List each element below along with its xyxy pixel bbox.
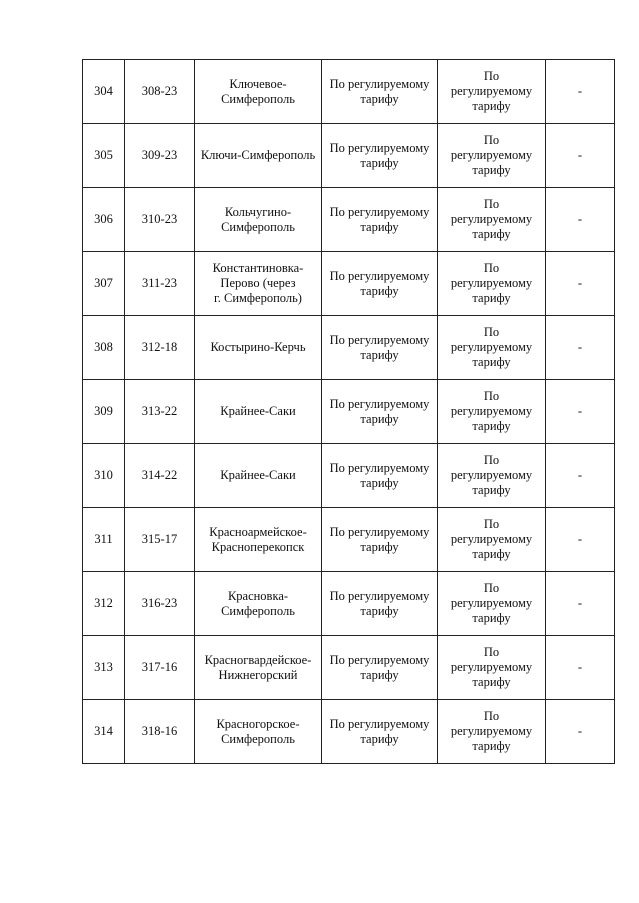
table-row: [83, 700, 615, 764]
row-number: 305: [83, 124, 125, 188]
route-name: Красновка- Симферополь: [195, 572, 322, 636]
tariff-cell-b: По регулируемому тарифу: [438, 316, 546, 380]
route-code: 315-17: [125, 508, 195, 572]
tariff-cell-a: По регулируемому тарифу: [322, 188, 438, 252]
route-code: 313-22: [125, 380, 195, 444]
row-number: 313: [83, 636, 125, 700]
row-number: 304: [83, 60, 125, 124]
tariff-cell-a: По регулируемому тарифу: [322, 316, 438, 380]
tariff-cell-a: По регулируемому тарифу: [322, 444, 438, 508]
route-name: Крайнее-Саки: [195, 444, 322, 508]
row-number: 314: [83, 700, 125, 764]
extra-cell: -: [546, 252, 615, 316]
table-row: [83, 188, 615, 252]
tariff-cell-b: По регулируемому тарифу: [438, 380, 546, 444]
route-name: Ключевое- Симферополь: [195, 60, 322, 124]
tariff-cell-b: По регулируемому тарифу: [438, 124, 546, 188]
tariff-cell-b: По регулируемому тарифу: [438, 252, 546, 316]
route-name: Кольчугино- Симферополь: [195, 188, 322, 252]
route-name: Красноармейское- Красноперекопск: [195, 508, 322, 572]
extra-cell: -: [546, 444, 615, 508]
route-code: 312-18: [125, 316, 195, 380]
row-number: 308: [83, 316, 125, 380]
route-code: 316-23: [125, 572, 195, 636]
tariff-cell-b: По регулируемому тарифу: [438, 572, 546, 636]
extra-cell: -: [546, 508, 615, 572]
tariff-cell-a: По регулируемому тарифу: [322, 572, 438, 636]
tariff-cell-b: По регулируемому тарифу: [438, 636, 546, 700]
row-number: 311: [83, 508, 125, 572]
route-code: 310-23: [125, 188, 195, 252]
table-row: [83, 380, 615, 444]
row-number: 309: [83, 380, 125, 444]
route-code: 317-16: [125, 636, 195, 700]
table-row: [83, 60, 615, 124]
tariff-cell-a: По регулируемому тарифу: [322, 636, 438, 700]
tariff-cell-b: По регулируемому тарифу: [438, 508, 546, 572]
table-row: [83, 124, 615, 188]
extra-cell: -: [546, 380, 615, 444]
extra-cell: -: [546, 636, 615, 700]
route-name: Красногорское- Симферополь: [195, 700, 322, 764]
route-code: 309-23: [125, 124, 195, 188]
row-number: 310: [83, 444, 125, 508]
extra-cell: -: [546, 316, 615, 380]
row-number: 307: [83, 252, 125, 316]
extra-cell: -: [546, 700, 615, 764]
tariff-cell-b: По регулируемому тарифу: [438, 444, 546, 508]
routes-table: [82, 59, 615, 764]
table-row: [83, 444, 615, 508]
extra-cell: -: [546, 60, 615, 124]
extra-cell: -: [546, 124, 615, 188]
table-row: [83, 508, 615, 572]
table-row: [83, 636, 615, 700]
route-code: 311-23: [125, 252, 195, 316]
tariff-cell-b: По регулируемому тарифу: [438, 700, 546, 764]
route-name: Крайнее-Саки: [195, 380, 322, 444]
route-code: 318-16: [125, 700, 195, 764]
table-row: [83, 572, 615, 636]
tariff-cell-a: По регулируемому тарифу: [322, 252, 438, 316]
route-code: 308-23: [125, 60, 195, 124]
route-name: Костырино-Керчь: [195, 316, 322, 380]
tariff-cell-a: По регулируемому тарифу: [322, 508, 438, 572]
row-number: 306: [83, 188, 125, 252]
tariff-cell-a: По регулируемому тарифу: [322, 124, 438, 188]
tariff-cell-b: По регулируемому тарифу: [438, 60, 546, 124]
table-row: [83, 316, 615, 380]
route-name: Константиновка- Перово (через г. Симферополь): [195, 252, 322, 316]
tariff-cell-a: По регулируемому тарифу: [322, 60, 438, 124]
extra-cell: -: [546, 188, 615, 252]
route-name: Ключи-Симферополь: [195, 124, 322, 188]
tariff-cell-a: По регулируемому тарифу: [322, 700, 438, 764]
route-code: 314-22: [125, 444, 195, 508]
table-row: [83, 252, 615, 316]
extra-cell: -: [546, 572, 615, 636]
route-name: Красногвардейское- Нижнегорский: [195, 636, 322, 700]
row-number: 312: [83, 572, 125, 636]
tariff-cell-b: По регулируемому тарифу: [438, 188, 546, 252]
tariff-cell-a: По регулируемому тарифу: [322, 380, 438, 444]
